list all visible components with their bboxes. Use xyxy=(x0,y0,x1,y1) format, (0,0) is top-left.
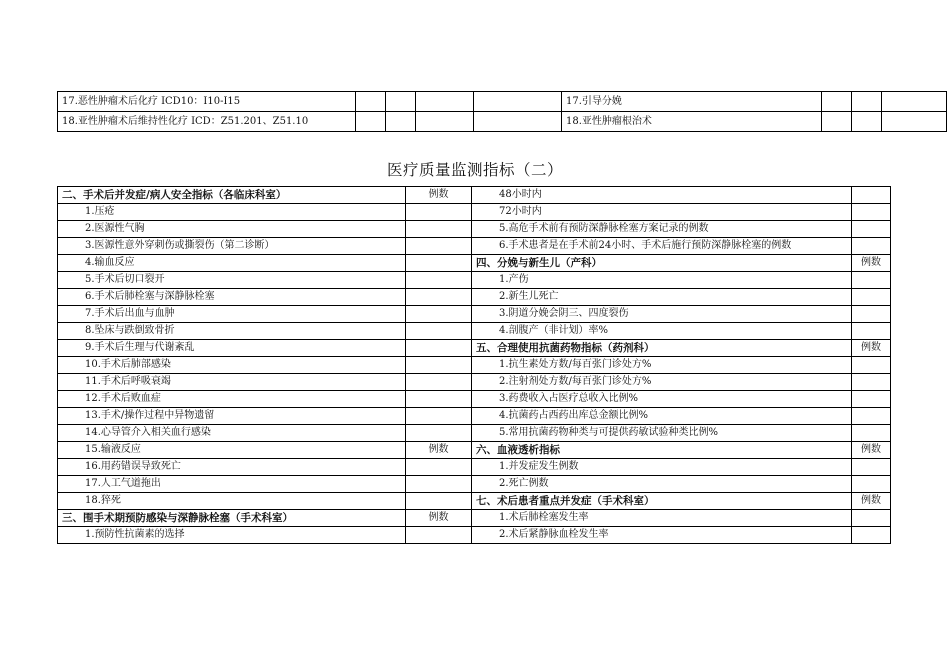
indicator-label: 2.新生儿死亡 xyxy=(472,289,852,306)
count-cell xyxy=(406,204,472,221)
indicator-label: 1.抗生素处方数/每百张门诊处方% xyxy=(472,357,852,374)
count-cell xyxy=(852,221,891,238)
indicator-label: 72小时内 xyxy=(472,204,852,221)
count-cell xyxy=(852,408,891,425)
indicator-label: 6.手术患者是在手术前24小时、手术后施行预防深静脉栓塞的例数 xyxy=(472,238,852,255)
indicator-label: 2.注射剂处方数/每百张门诊处方% xyxy=(472,374,852,391)
table-row xyxy=(58,187,891,204)
count-cell xyxy=(852,187,891,204)
count-cell xyxy=(406,493,472,510)
indicator-label: 9.手术后生理与代谢紊乱 xyxy=(58,340,406,357)
table-row xyxy=(58,323,891,340)
table-row xyxy=(58,408,891,425)
count-cell xyxy=(406,476,472,493)
count-cell xyxy=(852,323,891,340)
indicator-label: 2.术后紧静脉血栓发生率 xyxy=(472,527,852,544)
table-row xyxy=(58,425,891,442)
indicator-label: 18.猝死 xyxy=(58,493,406,510)
indicator-label: 18.亚性肿瘤术后维持性化疗 ICD：Z51.201、Z51.10 xyxy=(58,112,356,132)
count-cell xyxy=(406,374,472,391)
count-cell xyxy=(852,527,891,544)
count-cell xyxy=(406,238,472,255)
table-row xyxy=(58,510,891,527)
indicator-label: 16.用药错误导致死亡 xyxy=(58,459,406,476)
count-cell xyxy=(852,459,891,476)
empty-cell xyxy=(356,92,386,112)
indicator-label: 1.预防性抗菌素的选择 xyxy=(58,527,406,544)
count-cell: 例数 xyxy=(406,442,472,459)
indicator-label: 4.剖腹产（非计划）率% xyxy=(472,323,852,340)
empty-cell xyxy=(882,92,947,112)
indicator-label: 11.手术后呼吸衰竭 xyxy=(58,374,406,391)
count-cell: 例数 xyxy=(406,187,472,204)
count-cell xyxy=(406,408,472,425)
table-row xyxy=(58,204,891,221)
section-header: 三、围手术期预防感染与深静脉栓塞（手术科室） xyxy=(58,510,406,527)
indicator-label: 15.输液反应 xyxy=(58,442,406,459)
section-header: 二、手术后并发症/病人安全指标（各临床科室） xyxy=(58,187,406,204)
count-cell: 例数 xyxy=(852,340,891,357)
empty-cell xyxy=(822,92,852,112)
quality-indicator-table xyxy=(57,186,891,544)
count-cell xyxy=(852,425,891,442)
empty-cell xyxy=(386,92,416,112)
section-header: 五、合理使用抗菌药物指标（药剂科） xyxy=(472,340,852,357)
count-cell xyxy=(852,272,891,289)
count-cell xyxy=(406,391,472,408)
count-cell xyxy=(406,221,472,238)
table-row xyxy=(58,391,891,408)
count-cell: 例数 xyxy=(406,510,472,527)
count-cell xyxy=(406,255,472,272)
table-row xyxy=(58,255,891,272)
count-cell xyxy=(852,357,891,374)
count-cell xyxy=(852,289,891,306)
table-row xyxy=(58,340,891,357)
count-cell xyxy=(406,289,472,306)
indicator-label: 17.引导分娩 xyxy=(562,92,822,112)
empty-cell xyxy=(416,112,474,132)
table-row xyxy=(58,493,891,510)
indicator-label: 6.手术后肺栓塞与深静脉栓塞 xyxy=(58,289,406,306)
indicator-label: 4.抗菌药占西药出库总金额比例% xyxy=(472,408,852,425)
empty-cell xyxy=(356,112,386,132)
count-cell: 例数 xyxy=(852,442,891,459)
indicator-label: 5.手术后切口裂开 xyxy=(58,272,406,289)
table-row xyxy=(58,527,891,544)
empty-cell xyxy=(822,112,852,132)
indicator-label: 10.手术后肺部感染 xyxy=(58,357,406,374)
indicator-label: 3.药费收入占医疗总收入比例% xyxy=(472,391,852,408)
indicator-label: 14.心导管介入相关血行感染 xyxy=(58,425,406,442)
count-cell xyxy=(406,459,472,476)
table-row xyxy=(58,476,891,493)
page-title: 医疗质量监测指标（二） xyxy=(386,161,563,179)
indicator-label: 2.医源性气胸 xyxy=(58,221,406,238)
count-cell xyxy=(852,204,891,221)
count-cell: 例数 xyxy=(852,493,891,510)
indicator-label: 1.并发症发生例数 xyxy=(472,459,852,476)
indicator-label: 13.手术/操作过程中异物遗留 xyxy=(58,408,406,425)
indicator-label: 1.产伤 xyxy=(472,272,852,289)
empty-cell xyxy=(474,112,562,132)
indicator-label: 5.高危手术前有预防深静脉栓塞方案记录的例数 xyxy=(472,221,852,238)
empty-cell xyxy=(882,112,947,132)
count-cell xyxy=(852,238,891,255)
indicator-label: 17.人工气道拖出 xyxy=(58,476,406,493)
indicator-label: 48小时内 xyxy=(472,187,852,204)
section-header: 七、术后患者重点并发症（手术科室） xyxy=(472,493,852,510)
count-cell: 例数 xyxy=(852,255,891,272)
top-indicator-table xyxy=(57,91,947,132)
table-row xyxy=(58,374,891,391)
indicator-label: 5.常用抗菌药物种类与可提供药敏试验种类比例% xyxy=(472,425,852,442)
indicator-label: 17.恶性肿瘤术后化疗 ICD10：I10-I15 xyxy=(58,92,356,112)
count-cell xyxy=(406,527,472,544)
indicator-label: 2.死亡例数 xyxy=(472,476,852,493)
count-cell xyxy=(852,374,891,391)
table-row xyxy=(58,442,891,459)
indicator-label: 4.输血反应 xyxy=(58,255,406,272)
count-cell xyxy=(852,306,891,323)
count-cell xyxy=(852,476,891,493)
count-cell xyxy=(852,391,891,408)
indicator-label: 1.术后肺栓塞发生率 xyxy=(472,510,852,527)
indicator-label: 18.亚性肿瘤根治术 xyxy=(562,112,822,132)
indicator-label: 3.医源性意外穿刺伤或撕裂伤（第二诊断） xyxy=(58,238,406,255)
table-row xyxy=(58,459,891,476)
empty-cell xyxy=(386,112,416,132)
table-row xyxy=(58,357,891,374)
section-header: 六、血液透析指标 xyxy=(472,442,852,459)
indicator-label: 3.阴道分娩会阴三、四度裂伤 xyxy=(472,306,852,323)
count-cell xyxy=(852,510,891,527)
indicator-label: 7.手术后出血与血肿 xyxy=(58,306,406,323)
table-row xyxy=(58,289,891,306)
indicator-label: 1.压疮 xyxy=(58,204,406,221)
empty-cell xyxy=(416,92,474,112)
indicator-label: 8.坠床与跌倒致骨折 xyxy=(58,323,406,340)
table-row xyxy=(58,238,891,255)
count-cell xyxy=(406,306,472,323)
empty-cell xyxy=(852,92,882,112)
indicator-label: 12.手术后败血症 xyxy=(58,391,406,408)
empty-cell xyxy=(474,92,562,112)
table-row xyxy=(58,92,947,112)
table-row xyxy=(58,221,891,238)
count-cell xyxy=(406,323,472,340)
count-cell xyxy=(406,340,472,357)
empty-cell xyxy=(852,112,882,132)
table-row xyxy=(58,112,947,132)
table-row xyxy=(58,272,891,289)
count-cell xyxy=(406,357,472,374)
section-header: 四、分娩与新生儿（产科） xyxy=(472,255,852,272)
count-cell xyxy=(406,425,472,442)
table-row xyxy=(58,306,891,323)
count-cell xyxy=(406,272,472,289)
